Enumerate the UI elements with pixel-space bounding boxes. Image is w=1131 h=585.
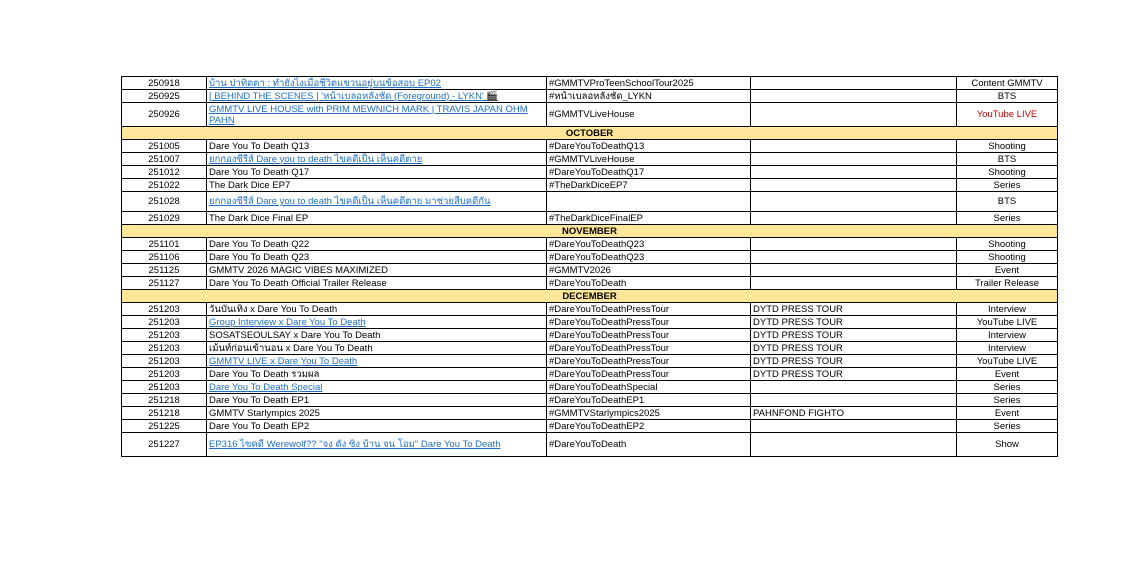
title-link[interactable]: GMMTV LIVE x Dare You To Death — [209, 355, 358, 367]
hashtag-cell: #DareYouToDeathPressTour — [547, 342, 751, 355]
table-row — [122, 355, 1058, 368]
schedule-table-body — [122, 77, 1058, 457]
title-cell — [207, 433, 547, 457]
date-cell: 251203 — [122, 329, 207, 342]
date-cell: 251007 — [122, 153, 207, 166]
category-cell: Series — [957, 381, 1058, 394]
category-cell: Series — [957, 212, 1058, 225]
category-cell: BTS — [957, 192, 1058, 212]
date-cell: 250918 — [122, 77, 207, 90]
event-cell — [751, 251, 957, 264]
event-cell: DYTD PRESS TOUR — [751, 355, 957, 368]
category-cell: Interview — [957, 303, 1058, 316]
category-cell: YouTube LIVE — [957, 103, 1058, 127]
event-cell: DYTD PRESS TOUR — [751, 303, 957, 316]
title-cell: Dare You To Death รวมผล — [207, 368, 547, 381]
category-cell: Interview — [957, 342, 1058, 355]
hashtag-cell: #DareYouToDeathPressTour — [547, 329, 751, 342]
event-cell: DYTD PRESS TOUR — [751, 342, 957, 355]
event-cell — [751, 192, 957, 212]
hashtag-cell: #DareYouToDeathQ23 — [547, 251, 751, 264]
table-row — [122, 166, 1058, 179]
date-cell: 251227 — [122, 433, 207, 457]
table-row — [122, 368, 1058, 381]
title-cell — [207, 355, 547, 368]
event-cell: PAHNFOND FIGHTO — [751, 407, 957, 420]
title-cell — [207, 90, 547, 103]
hashtag-cell: #GMMTVLiveHouse — [547, 103, 751, 127]
hashtag-cell: #DareYouToDeathQ13 — [547, 140, 751, 153]
event-cell: DYTD PRESS TOUR — [751, 368, 957, 381]
title-link[interactable]: Group Interview x Dare You To Death — [209, 316, 366, 328]
table-row — [122, 342, 1058, 355]
category-cell: Series — [957, 420, 1058, 433]
title-cell: The Dark Dice EP7 — [207, 179, 547, 192]
category-cell: Show — [957, 433, 1058, 457]
event-cell — [751, 394, 957, 407]
hashtag-cell: #DareYouToDeathSpecial — [547, 381, 751, 394]
title-link[interactable]: EP316 ไขคดี Werewolf?? "จง ดัง ซิง บ้าน จน โอม" Dare You To Death — [209, 439, 501, 450]
category-cell: Series — [957, 179, 1058, 192]
table-row — [122, 212, 1058, 225]
event-cell — [751, 212, 957, 225]
event-cell — [751, 103, 957, 127]
date-cell: 251029 — [122, 212, 207, 225]
event-cell — [751, 238, 957, 251]
category-cell: Content GMMTV — [957, 77, 1058, 90]
table-row — [122, 433, 1058, 457]
category-cell: Shooting — [957, 251, 1058, 264]
date-cell: 251203 — [122, 381, 207, 394]
date-cell: 250925 — [122, 90, 207, 103]
table-row — [122, 394, 1058, 407]
event-cell — [751, 153, 957, 166]
table-row — [122, 192, 1058, 212]
schedule-table — [121, 76, 1058, 457]
table-row — [122, 407, 1058, 420]
hashtag-cell: #GMMTV2026 — [547, 264, 751, 277]
event-cell — [751, 277, 957, 290]
hashtag-cell: #DareYouToDeathPressTour — [547, 368, 751, 381]
title-cell: Dare You To Death EP2 — [207, 420, 547, 433]
category-cell: YouTube LIVE — [957, 355, 1058, 368]
table-row — [122, 316, 1058, 329]
month-header-row — [122, 290, 1058, 303]
title-cell: วันบันเทิง x Dare You To Death — [207, 303, 547, 316]
event-cell — [751, 381, 957, 394]
title-cell — [207, 192, 547, 212]
date-cell: 251203 — [122, 316, 207, 329]
month-label: DECEMBER — [122, 290, 1058, 303]
hashtag-cell: #DareYouToDeathQ23 — [547, 238, 751, 251]
category-cell: Event — [957, 264, 1058, 277]
table-row — [122, 251, 1058, 264]
date-cell: 251127 — [122, 277, 207, 290]
category-cell: Trailer Release — [957, 277, 1058, 290]
event-cell — [751, 420, 957, 433]
title-link[interactable]: ยกกองซีรีส์ Dare you to death ไขคดีเป็น เห็นคดีตาย — [209, 153, 423, 165]
date-cell: 251106 — [122, 251, 207, 264]
title-cell: Dare You To Death EP1 — [207, 394, 547, 407]
hashtag-cell: #DareYouToDeathPressTour — [547, 355, 751, 368]
category-cell: Interview — [957, 329, 1058, 342]
table-row — [122, 90, 1058, 103]
hashtag-cell: #GMMTVProTeenSchoolTour2025 — [547, 77, 751, 90]
date-cell: 251225 — [122, 420, 207, 433]
table-row — [122, 77, 1058, 90]
event-cell — [751, 179, 957, 192]
title-cell: Dare You To Death Q22 — [207, 238, 547, 251]
hashtag-cell: #หน้าเบลอหลังชัด_LYKN — [547, 90, 751, 103]
table-row — [122, 153, 1058, 166]
title-cell — [207, 77, 547, 90]
table-row — [122, 277, 1058, 290]
hashtag-cell: #TheDarkDiceFinalEP — [547, 212, 751, 225]
title-cell: GMMTV Starlympics 2025 — [207, 407, 547, 420]
category-cell: YouTube LIVE — [957, 316, 1058, 329]
event-cell: DYTD PRESS TOUR — [751, 316, 957, 329]
hashtag-cell: #DareYouToDeath — [547, 433, 751, 457]
category-cell: Shooting — [957, 140, 1058, 153]
table-row — [122, 238, 1058, 251]
date-cell: 251203 — [122, 342, 207, 355]
date-cell: 251218 — [122, 407, 207, 420]
date-cell: 251022 — [122, 179, 207, 192]
table-row — [122, 179, 1058, 192]
category-cell: Event — [957, 407, 1058, 420]
category-cell: Shooting — [957, 238, 1058, 251]
table-row — [122, 303, 1058, 316]
title-cell — [207, 316, 547, 329]
title-cell: The Dark Dice Final EP — [207, 212, 547, 225]
date-cell: 251005 — [122, 140, 207, 153]
event-cell — [751, 264, 957, 277]
hashtag-cell — [547, 192, 751, 212]
category-cell: Shooting — [957, 166, 1058, 179]
category-cell: BTS — [957, 90, 1058, 103]
hashtag-cell: #DareYouToDeathPressTour — [547, 316, 751, 329]
title-link[interactable]: GMMTV LIVE HOUSE with PRIM MEWNICH MARK | TRAVIS JAPAN OHM PAHN — [209, 103, 528, 126]
hashtag-cell: #DareYouToDeathEP2 — [547, 420, 751, 433]
title-link[interactable]: บ้าน ปาทิดตา : ทำยังไงเมื่อชีวิตแขวนอยู่บนข้อสอบ EP02 — [209, 77, 441, 89]
table-row — [122, 420, 1058, 433]
date-cell: 251203 — [122, 355, 207, 368]
title-cell: Dare You To Death Official Trailer Release — [207, 277, 547, 290]
table-row — [122, 329, 1058, 342]
month-label: OCTOBER — [122, 127, 1058, 140]
month-label: NOVEMBER — [122, 225, 1058, 238]
hashtag-cell: #DareYouToDeath — [547, 277, 751, 290]
category-cell: Series — [957, 394, 1058, 407]
date-cell: 251218 — [122, 394, 207, 407]
title-cell: Dare You To Death Q13 — [207, 140, 547, 153]
hashtag-cell: #DareYouToDeathPressTour — [547, 303, 751, 316]
date-cell: 251101 — [122, 238, 207, 251]
title-cell: Dare You To Death Q23 — [207, 251, 547, 264]
title-cell — [207, 381, 547, 394]
event-cell — [751, 166, 957, 179]
date-cell: 250926 — [122, 103, 207, 127]
hashtag-cell: #DareYouToDeathEP1 — [547, 394, 751, 407]
title-cell: เม้นท์ก่อนเข้านอน x Dare You To Death — [207, 342, 547, 355]
date-cell: 251012 — [122, 166, 207, 179]
date-cell: 251203 — [122, 303, 207, 316]
title-link[interactable]: ยกกองซีรีส์ Dare you to death ไขคดีเป็น เห็นคดีตาย มาช่วยสืบคดีกัน — [209, 196, 491, 207]
date-cell: 251203 — [122, 368, 207, 381]
month-header-row — [122, 225, 1058, 238]
title-cell: SOSATSEOULSAY x Dare You To Death — [207, 329, 547, 342]
event-cell — [751, 433, 957, 457]
title-link[interactable]: [ BEHIND THE SCENES ] 'หน้าเบลอหลังชัด (Foreground) - LYKN' 🎬 — [209, 90, 499, 102]
hashtag-cell: #GMMTVStarlympics2025 — [547, 407, 751, 420]
category-cell: BTS — [957, 153, 1058, 166]
event-cell: DYTD PRESS TOUR — [751, 329, 957, 342]
date-cell: 251028 — [122, 192, 207, 212]
category-cell: Event — [957, 368, 1058, 381]
title-cell — [207, 153, 547, 166]
table-row — [122, 103, 1058, 127]
hashtag-cell: #TheDarkDiceEP7 — [547, 179, 751, 192]
title-cell: GMMTV 2026 MAGIC VIBES MAXIMIZED — [207, 264, 547, 277]
month-header-row — [122, 127, 1058, 140]
table-row — [122, 381, 1058, 394]
table-row — [122, 264, 1058, 277]
hashtag-cell: #GMMTVLiveHouse — [547, 153, 751, 166]
title-link[interactable]: Dare You To Death Special — [209, 381, 323, 393]
event-cell — [751, 90, 957, 103]
event-cell — [751, 140, 957, 153]
title-cell — [207, 103, 547, 127]
table-row — [122, 140, 1058, 153]
title-cell: Dare You To Death Q17 — [207, 166, 547, 179]
event-cell — [751, 77, 957, 90]
hashtag-cell: #DareYouToDeathQ17 — [547, 166, 751, 179]
date-cell: 251125 — [122, 264, 207, 277]
